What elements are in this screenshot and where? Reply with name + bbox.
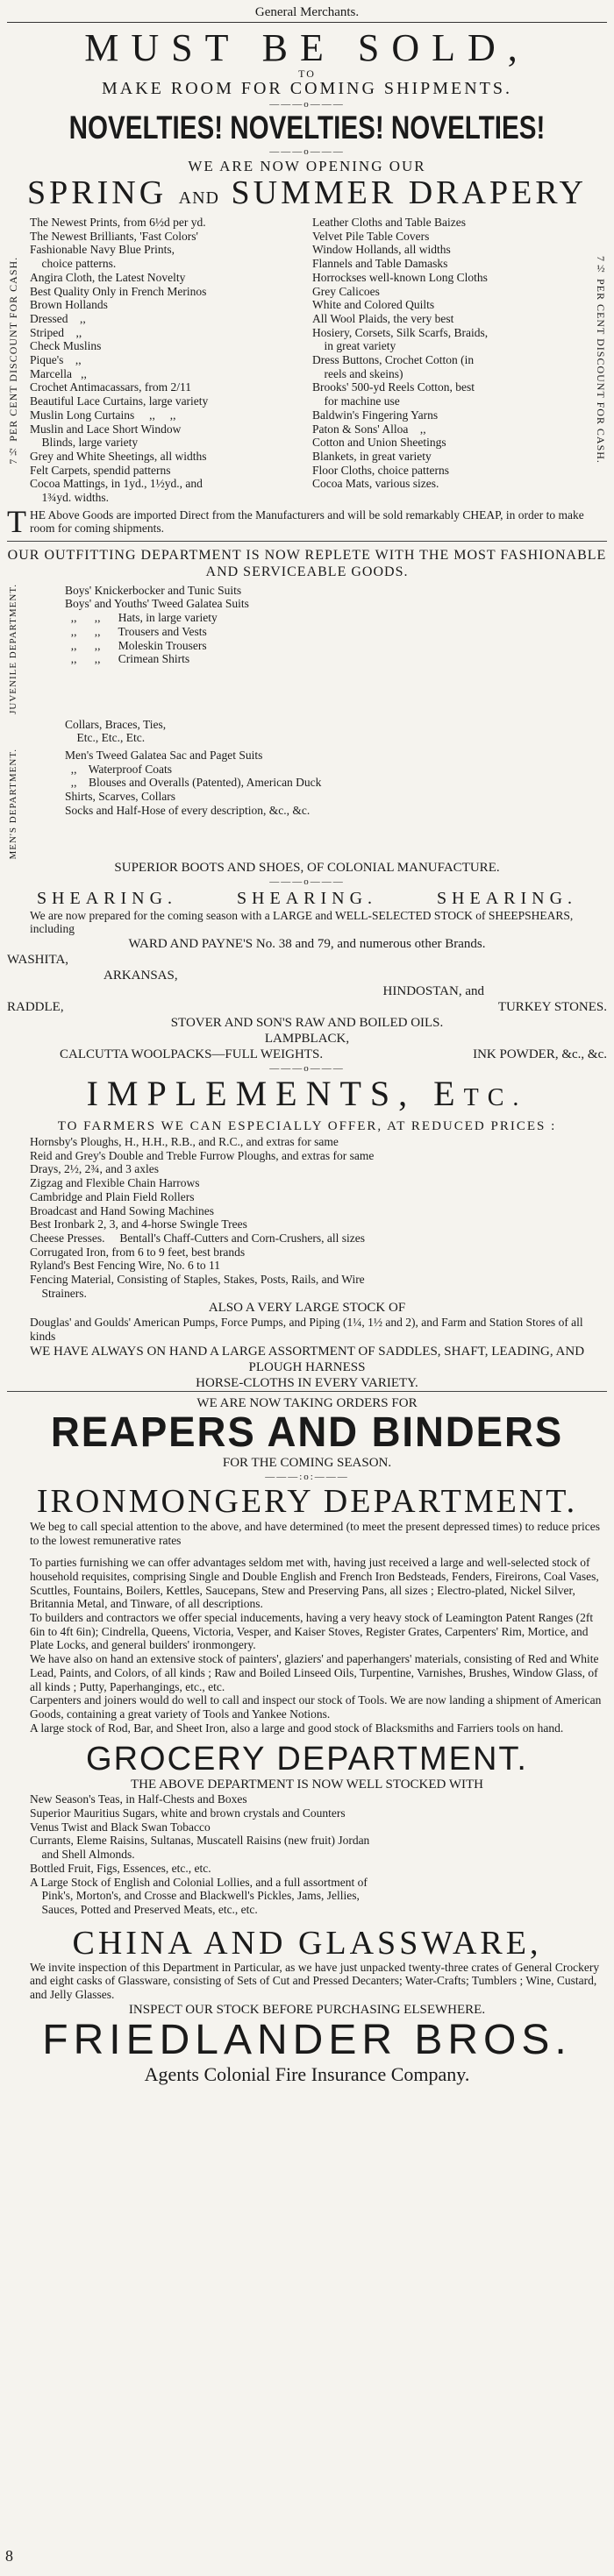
- grocery-item: Sauces, Potted and Preserved Meats, etc., etc.: [30, 1903, 258, 1916]
- grocery-item: Currants, Eleme Raisins, Sultanas, Muscatell Raisins (new fruit) Jordan: [30, 1834, 370, 1848]
- mens-item: Men's Tweed Galatea Sac and Paget Suits: [65, 749, 263, 763]
- drapery-item: Muslin and Lace Short Window: [30, 422, 182, 436]
- implement-item: Strainers.: [30, 1286, 87, 1300]
- drapery-item: Angira Cloth, the Latest Novelty: [30, 270, 186, 284]
- shearing-heading: [7, 888, 607, 909]
- grocery-item: A Large Stock of English and Colonial Lollies, and a full assortment of: [30, 1875, 368, 1889]
- drapery-item: Muslin Long Curtains ,, ,,: [30, 408, 176, 422]
- drapery-item: Blinds, large variety: [30, 436, 139, 450]
- hindostan-text: HINDOSTAN, and: [382, 983, 484, 998]
- implement-item: Broadcast and Hand Sowing Machines: [30, 1203, 214, 1217]
- drapery-item: Beautiful Lace Curtains, large variety: [30, 394, 209, 408]
- firm-name: FRIEDLANDER BROS.: [42, 2016, 572, 2063]
- implements-heading: [7, 1075, 607, 1118]
- grocery-item: and Shell Almonds.: [30, 1848, 135, 1862]
- drapery-item: Pique's ,,: [30, 353, 82, 367]
- to-text: TO: [298, 67, 316, 80]
- drapery-summer: SUMMER DRAPERY: [231, 174, 587, 211]
- shearing-word: SHEARING.: [36, 888, 178, 908]
- imported-text: HE Above Goods are imported Direct from the Manufacturers and will be sold remarkably CHEAP, in order to make room for coming shipments.: [30, 507, 584, 536]
- ornament-divider: ———o———: [269, 1062, 345, 1074]
- drapery-item: Striped ,,: [30, 325, 82, 339]
- collar-item: Etc., Etc., Etc.: [65, 731, 146, 745]
- drapery-item: Felt Carpets, spendid patterns: [30, 463, 171, 477]
- collar-items: [46, 718, 607, 745]
- arkansas-text: ARKANSAS,: [104, 968, 178, 983]
- grocery-item: Superior Mauritius Sugars, white and brown crystals and Counters: [30, 1806, 346, 1820]
- stones-line-4: [7, 999, 607, 1015]
- implement-item: Cambridge and Plain Field Rollers: [30, 1189, 195, 1203]
- implements-list: [7, 1135, 607, 1300]
- grocery-item: Bottled Fruit, Figs, Essences, etc., etc.: [30, 1861, 211, 1875]
- drapery-item: 1¾yd. widths.: [30, 491, 110, 505]
- mens-item: Socks and Half-Hose of every description, &c., &c.: [65, 803, 311, 817]
- drapery-item: Floor Cloths, choice patterns: [312, 463, 449, 477]
- drapery-item: Marcella ,,: [30, 366, 87, 380]
- make-room-text: MAKE ROOM FOR COMING SHIPMENTS.: [101, 79, 513, 98]
- drapery-item: All Wool Plaids, the very best: [312, 311, 454, 325]
- collar-item: Collars, Braces, Ties,: [65, 717, 167, 731]
- mens-items: [46, 749, 607, 860]
- drapery-heading: [7, 175, 607, 216]
- collars-block: [7, 718, 607, 745]
- agents-line: Agents Colonial Fire Insurance Company.: [144, 2062, 470, 2085]
- juvenile-item: ,, ,, Trousers and Vests: [65, 624, 207, 638]
- discount-side-right: 7½ PER CENT DISCOUNT FOR CASH.: [595, 256, 607, 465]
- lampblack-line: LAMPBLACK,: [264, 1031, 350, 1046]
- turkey-text: TURKEY STONES.: [497, 999, 607, 1014]
- juvenile-items: [46, 584, 607, 714]
- saddles-line: WE HAVE ALWAYS ON HAND A LARGE ASSORTMENT OF SADDLES, SHAFT, LEADING, AND PLOUGH HARNESS: [29, 1344, 585, 1374]
- drapery-item: Cocoa Mats, various sizes.: [312, 477, 439, 491]
- drapery-item: Horrockses well-known Long Cloths: [312, 270, 488, 284]
- iron-paragraph-2: To parties furnishing we can offer advantages seldom met with, having just received a large and well-selected stock of household requisites, comprising Single and Double English and French Iron Bedsteads, Fenders, Fireirons, Coal Vases, Scuttles, Fountains, Boilers, Kettles, Saucepans, Stew and Preserving Pans, all sizes ; Electro-plated, Nickel Silver, Britannia Metal, and Tinware, of all descriptions.: [30, 1556, 599, 1611]
- implement-item: Cheese Presses. Bentall's Chaff-Cutters and Corn-Crushers, all sizes: [30, 1231, 365, 1245]
- drapery-and: AND: [178, 188, 219, 208]
- drapery-item: Fashionable Navy Blue Prints,: [30, 243, 175, 257]
- drapery-list: [7, 216, 607, 505]
- also-stock-line: ALSO A VERY LARGE STOCK OF: [208, 1301, 406, 1316]
- stones-line-1: [7, 952, 607, 968]
- implement-item: Zigzag and Flexible Chain Harrows: [30, 1176, 200, 1190]
- stones-line-2: [7, 968, 607, 983]
- drapery-item: Cocoa Mattings, in 1yd., 1½yd., and: [30, 477, 203, 491]
- drapery-item: choice patterns.: [30, 257, 117, 271]
- taking-orders-line: WE ARE NOW TAKING ORDERS FOR: [196, 1395, 418, 1410]
- ornament-divider: ———o———: [269, 876, 345, 887]
- drapery-item: Hosiery, Corsets, Silk Scarfs, Braids,: [312, 325, 489, 339]
- shear-text: We are now prepared for the coming season with a LARGE and WELL-SELECTED STOCK of SHEEPSHEARS, including: [30, 908, 574, 936]
- iron-paragraph-6: A large stock of Rod, Bar, and Sheet Iron, also a large and good stock of Blacksmiths and Farriers tools on hand.: [30, 1721, 564, 1735]
- inspect-line: INSPECT OUR STOCK BEFORE PURCHASING ELSEWHERE.: [128, 2002, 486, 2017]
- drapery-item: Blankets, in great variety: [312, 449, 432, 463]
- implement-item: Hornsby's Ploughs, H., H.H., R.B., and R.C., and extras for same: [30, 1134, 339, 1148]
- ink-text: INK POWDER, &c., &c.: [473, 1047, 607, 1061]
- iron-paragraph-1: We beg to call special attention to the above, and have determined (to meet the present depressed times) to reduce prices to the lowest remunerative rates: [30, 1519, 601, 1547]
- mens-item: Shirts, Scarves, Collars: [65, 790, 175, 804]
- grocery-item: Venus Twist and Black Swan Tobacco: [30, 1820, 211, 1834]
- drapery-item: Velvet Pile Table Covers: [312, 229, 430, 243]
- implement-item: Drays, 2½, 2¾, and 3 axles: [30, 1162, 159, 1176]
- iron-paragraph-5: Carpenters and joiners would do well to call and inspect our stock of Tools. We are now landing a shipment of American Goods, containing a great variety of Tools and Yankee Notions.: [30, 1693, 602, 1721]
- drapery-item: Brooks' 500-yd Reels Cotton, best: [312, 380, 475, 394]
- drapery-item: Baldwin's Fingering Yarns: [312, 408, 439, 422]
- juvenile-department: [7, 584, 607, 714]
- drapery-left-column: [25, 216, 307, 505]
- etc-rest: TC.: [463, 1083, 528, 1111]
- main-title: MUST BE SOLD,: [84, 26, 530, 69]
- drapery-item: The Newest Prints, from 6½d per yd.: [30, 216, 206, 229]
- iron-paragraph-3: To builders and contractors we offer special inducements, having a very heavy stock of Leamington Patent Ranges (2ft 6in to 4ft 6in); Cindrella, Queens, Victoria, Vesper, and Kaiser Stoves, Register Grates, Carpenters' Rim, Mortice, and Plate Locks, and general builders' ironmongery.: [30, 1611, 594, 1652]
- mens-label: MEN'S DEPARTMENT.: [8, 749, 18, 860]
- washita-text: WASHITA,: [7, 952, 69, 967]
- implement-item: Corrugated Iron, from 6 to 9 feet, best brands: [30, 1245, 246, 1259]
- horse-cloths-line: HORSE-CLOTHS IN EVERY VARIETY.: [7, 1375, 607, 1392]
- shearing-word: SHEARING.: [236, 888, 378, 908]
- reapers-heading: REAPERS AND BINDERS: [50, 1409, 564, 1456]
- discount-side-left: 7½ PER CENT DISCOUNT FOR CASH.: [7, 256, 19, 465]
- mens-item: ,, Waterproof Coats: [65, 762, 173, 776]
- etc-initial: E: [433, 1073, 464, 1113]
- drapery-item: Cotton and Union Sheetings: [312, 436, 446, 450]
- pumps-text: Douglas' and Goulds' American Pumps, Force Pumps, and Piping (1¼, 1½ and 2), and Farm and Station Stores of all kinds: [30, 1316, 583, 1344]
- boots-line: SUPERIOR BOOTS AND SHOES, OF COLONIAL MANUFACTURE.: [114, 860, 500, 875]
- raddle-text: RADDLE,: [7, 999, 64, 1014]
- drapery-item: Best Quality Only in French Merinos: [30, 284, 207, 298]
- china-heading: CHINA AND GLASSWARE,: [72, 1924, 542, 1962]
- page-header: General Merchants.: [7, 5, 607, 23]
- ironmongery-heading: IRONMONGERY DEPARTMENT.: [36, 1482, 578, 1520]
- imported-note: THE Above Goods are imported Direct from the Manufacturers and will be sold remarkably CHEAP, in order to make room for coming shipments.: [7, 503, 584, 539]
- ornament-divider: ———o———: [269, 99, 345, 110]
- implements-word: IMPLEMENTS,: [86, 1073, 417, 1113]
- juvenile-item: ,, ,, Crimean Shirts: [65, 652, 190, 666]
- season-line: FOR THE COMING SEASON.: [222, 1455, 392, 1470]
- novelties-heading: NOVELTIES! NOVELTIES! NOVELTIES!: [68, 110, 546, 145]
- drapery-item: Check Muslins: [30, 339, 102, 353]
- drapery-item: Leather Cloths and Table Baizes: [312, 216, 466, 229]
- implement-item: Fencing Material, Consisting of Staples, Stakes, Posts, Rails, and Wire: [30, 1273, 365, 1287]
- calcutta-line: [7, 1047, 607, 1062]
- grocery-item: Pink's, Morton's, and Crosse and Blackwell's Pickles, Jams, Jellies,: [30, 1889, 360, 1903]
- drapery-item: for machine use: [312, 394, 400, 408]
- juvenile-item: Boys' Knickerbocker and Tunic Suits: [65, 583, 242, 597]
- mens-item: ,, Blouses and Overalls (Patented), American Duck: [65, 776, 322, 790]
- drapery-item: Flannels and Table Damasks: [312, 257, 448, 271]
- china-paragraph: We invite inspection of this Department in Particular, as we have just unpacked twenty-three crates of General Crockery and eight casks of Glassware, consisting of Sets of Cut and Pressed Decanters; Water-Crafts; Tumblers ; Wine, Custard, and Jelly Glasses.: [30, 1960, 600, 2002]
- stover-line: STOVER AND SON'S RAW AND BOILED OILS.: [170, 1015, 444, 1030]
- grocery-subheading: THE ABOVE DEPARTMENT IS NOW WELL STOCKED WITH: [130, 1778, 483, 1792]
- drapery-item: reels and skeins): [312, 366, 403, 380]
- implement-item: Best Ironbark 2, 3, and 4-horse Swingle Trees: [30, 1217, 247, 1231]
- page-number: 8: [5, 2547, 13, 2565]
- drapery-item: Dress Buttons, Crochet Cotton (in: [312, 353, 475, 367]
- outfitting-heading: OUR OUTFITTING DEPARTMENT IS NOW REPLETE WITH THE MOST FASHIONABLE AND SERVICEABLE GOODS.: [7, 547, 607, 579]
- stones-line-3: [7, 983, 607, 999]
- implement-item: Ryland's Best Fencing Wire, No. 6 to 11: [30, 1259, 220, 1273]
- shearing-word: SHEARING.: [436, 888, 578, 908]
- drapery-item: Dressed ,,: [30, 311, 86, 325]
- drapery-right-column: [307, 216, 589, 505]
- drapery-item: White and Colored Quilts: [312, 298, 435, 312]
- iron-paragraph-4: We have also on hand an extensive stock of painters', glaziers' and paperhangers' materials, consisting of Red and White Lead, Paints, and Colors, of all kinds ; Raw and Boiled Linseed Oils, Turpentine, Varnishes, Brushes, Window Glass, of all kinds ; Putty, Paperhangings, etc., etc.: [30, 1652, 599, 1693]
- drapery-item: Crochet Antimacassars, from 2/11: [30, 380, 191, 394]
- divider: [7, 541, 607, 542]
- drapery-spring: SPRING: [27, 174, 168, 211]
- juvenile-label: JUVENILE DEPARTMENT.: [8, 583, 18, 714]
- ornament-divider: ———:o:———: [265, 1471, 349, 1482]
- drapery-item: The Newest Brilliants, 'Fast Colors': [30, 229, 198, 243]
- drapery-item: Paton & Sons' Alloa ,,: [312, 422, 426, 436]
- ornament-divider: ———o———: [269, 146, 345, 157]
- drapery-item: in great variety: [312, 339, 396, 353]
- drapery-item: Window Hollands, all widths: [312, 243, 451, 257]
- juvenile-item: ,, ,, Hats, in large variety: [65, 611, 218, 625]
- grocery-list: [7, 1792, 607, 1916]
- grocery-item: New Season's Teas, in Half-Chests and Boxes: [30, 1792, 247, 1806]
- mens-department: [7, 749, 607, 860]
- implement-item: Reid and Grey's Double and Treble Furrow Ploughs, and extras for same: [30, 1148, 375, 1162]
- ward-line: WARD AND PAYNE'S No. 38 and 79, and numerous other Brands.: [128, 936, 486, 951]
- farmers-heading: TO FARMERS WE CAN ESPECIALLY OFFER, AT REDUCED PRICES :: [57, 1118, 557, 1133]
- drapery-item: Grey and White Sheetings, all widths: [30, 449, 207, 463]
- juvenile-item: ,, ,, Moleskin Trousers: [65, 638, 207, 652]
- juvenile-item: Boys' and Youths' Tweed Galatea Suits: [65, 597, 249, 611]
- drapery-item: Brown Hollands: [30, 298, 108, 312]
- opening-text: WE ARE NOW OPENING OUR: [188, 158, 426, 174]
- grocery-heading: GROCERY DEPARTMENT.: [86, 1741, 528, 1778]
- calcutta-text: CALCUTTA WOOLPACKS—FULL WEIGHTS.: [60, 1047, 324, 1061]
- drapery-item: Grey Calicoes: [312, 284, 380, 298]
